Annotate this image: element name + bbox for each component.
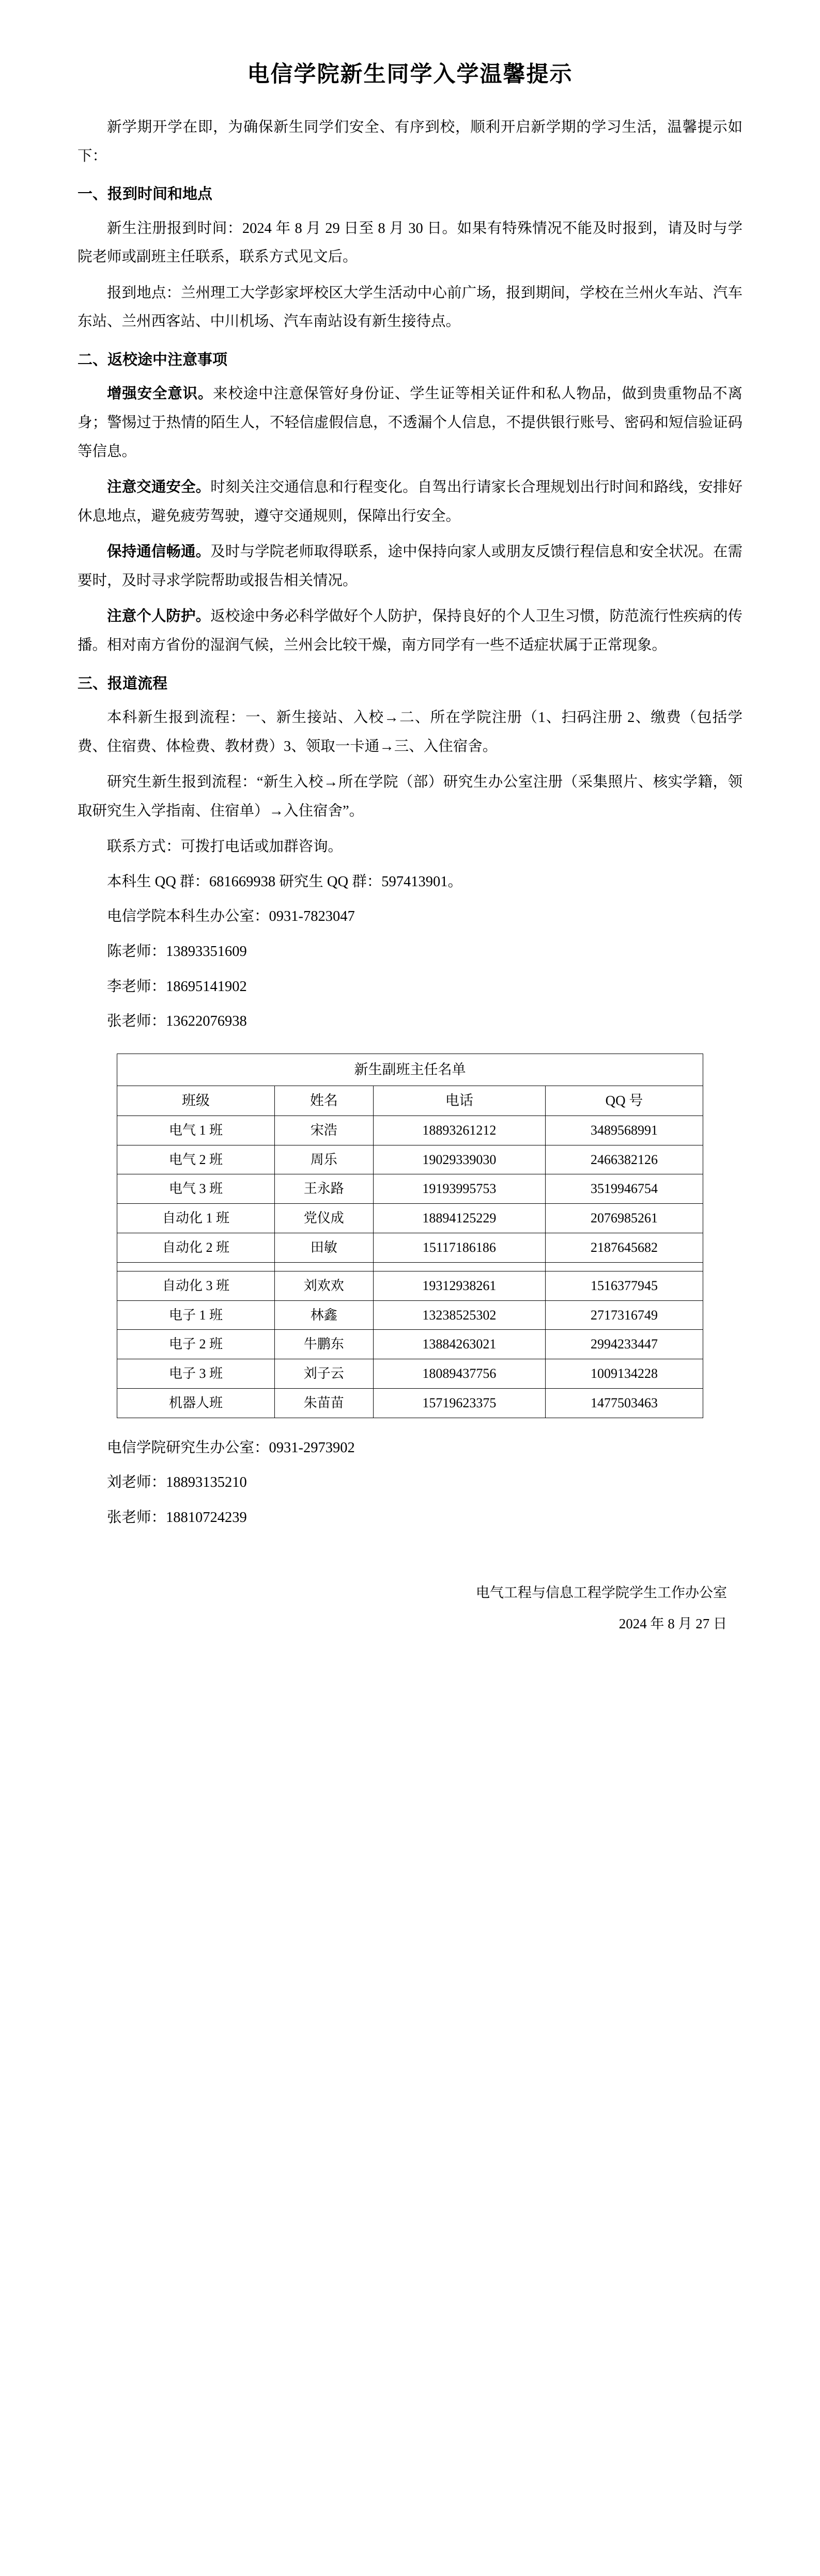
cell-qq: 2466382126: [546, 1145, 703, 1174]
table-caption-row: [117, 1054, 703, 1086]
cell-phone: 19193995753: [373, 1174, 545, 1204]
section-2-paragraph-2: [78, 473, 742, 530]
section-2-text-4: 返校途中务必科学做好个人防护，保持良好的个人卫生习惯，防范流行性疾病的传播。相对南方省份的湿润气候，兰州会比较干燥，南方同学有一些不适症状属于正常现象。: [78, 608, 742, 653]
table-row: [117, 1174, 703, 1204]
roster-table-wrapper: [78, 1054, 742, 1418]
cell-phone: 15117186186: [373, 1233, 545, 1263]
cell-name: 林鑫: [274, 1300, 373, 1330]
table-row: [117, 1389, 703, 1418]
cell-phone: 18089437756: [373, 1359, 545, 1389]
cell-class: 电气 2 班: [117, 1145, 275, 1174]
section-2-lead-3: 保持通信畅通。: [107, 544, 211, 560]
table-row: [117, 1300, 703, 1330]
cell-class: 电气 1 班: [117, 1116, 275, 1145]
cell-class: 电子 1 班: [117, 1300, 275, 1330]
cell-name: 党仪成: [274, 1204, 373, 1233]
section-2-text-3: 及时与学院老师取得联系，途中保持向家人或朋友反馈行程信息和安全状况。在需要时，及时寻求学院帮助或报告相关情况。: [78, 544, 742, 589]
cell-qq: 2187645682: [546, 1233, 703, 1263]
section-2-lead-1: 增强安全意识。: [107, 386, 213, 402]
cell-class: 电子 2 班: [117, 1330, 275, 1359]
contact-way: 联系方式：可拨打电话或加群咨询。: [107, 839, 343, 855]
cell-phone: 18894125229: [373, 1204, 545, 1233]
section-3-paragraph-1: 本科新生报到流程：一、新生接站、入校→二、所在学院注册（1、扫码注册 2、缴费（包括学费、住宿费、体检费、教材费）3、领取一卡通→三、入住宿舍。: [78, 710, 742, 755]
section-1-paragraph-1: 新生注册报到时间：2024 年 8 月 29 日至 8 月 30 日。如果有特殊情况不能及时报到，请及时与学院老师或副班主任联系，联系方式见文后。: [78, 220, 742, 265]
cell-phone: 15719623375: [373, 1389, 545, 1418]
cell-qq: 3489568991: [546, 1116, 703, 1145]
roster-table: [117, 1054, 703, 1418]
cell-phone: 13884263021: [373, 1330, 545, 1359]
table-row: [117, 1116, 703, 1145]
section-1-paragraph-2: 报到地点：兰州理工大学彭家坪校区大学生活动中心前广场，报到期间，学校在兰州火车站、汽车东站、兰州西客站、中川机场、汽车南站设有新生接待点。: [78, 285, 742, 330]
section-2-paragraph-1: [78, 380, 742, 466]
cell-phone: 18893261212: [373, 1116, 545, 1145]
section-3-paragraph-2: 研究生新生报到流程：“新生入校→所在学院（部）研究生办公室注册（采集照片、核实学籍，领取研究生入学指南、住宿单）→入住宿舍”。: [78, 774, 742, 819]
cell-class: 电气 3 班: [117, 1174, 275, 1204]
cell-phone: 13238525302: [373, 1300, 545, 1330]
table-row: [117, 1204, 703, 1233]
section-2-paragraph-4: [78, 602, 742, 659]
cell-phone: 19312938261: [373, 1271, 545, 1300]
cell-name: 刘欢欢: [274, 1271, 373, 1300]
cell-phone: 19029339030: [373, 1145, 545, 1174]
cell-name: 宋浩: [274, 1116, 373, 1145]
cell-name: 牛鹏东: [274, 1330, 373, 1359]
cell-name: 刘子云: [274, 1359, 373, 1389]
contact-grad-teacher-1: 刘老师：18893135210: [107, 1474, 247, 1491]
cell-name: 周乐: [274, 1145, 373, 1174]
page-title: 电信学院新生同学入学温馨提示: [247, 62, 573, 87]
cell-qq: 2717316749: [546, 1300, 703, 1330]
cell-qq: 2076985261: [546, 1204, 703, 1233]
contact-teacher-1: 陈老师：13893351609: [107, 944, 247, 960]
cell-name: 田敏: [274, 1233, 373, 1263]
contact-qq-groups: 本科生 QQ 群：681669938 研究生 QQ 群：597413901。: [107, 873, 462, 890]
contact-grad-teacher-2: 张老师：18810724239: [107, 1509, 247, 1526]
cell-qq: 3519946754: [546, 1174, 703, 1204]
cell-class: 自动化 1 班: [117, 1204, 275, 1233]
contact-undergrad-office: 电信学院本科生办公室：0931-7823047: [107, 908, 355, 925]
footer-date: 2024 年 8 月 27 日: [618, 1615, 727, 1631]
contact-teacher-3: 张老师：13622076938: [107, 1013, 247, 1030]
table-header-row: [117, 1086, 703, 1116]
cell-qq: 1477503463: [546, 1389, 703, 1418]
section-2-paragraph-3: [78, 538, 742, 595]
contact-teacher-2: 李老师：18695141902: [107, 978, 247, 995]
column-header-class: 班级: [117, 1086, 275, 1116]
cell-class: 自动化 2 班: [117, 1233, 275, 1263]
table-row: [117, 1233, 703, 1263]
section-heading-1: 一、报到时间和地点: [78, 186, 213, 203]
cell-name: 朱苗苗: [274, 1389, 373, 1418]
intro-paragraph: 新学期开学在即，为确保新生同学们安全、有序到校，顺利开启新学期的学习生活，温馨提示如下：: [78, 119, 742, 164]
column-header-name: 姓名: [274, 1086, 373, 1116]
section-2-lead-4: 注意个人防护。: [107, 608, 211, 625]
cell-class: 电子 3 班: [117, 1359, 275, 1389]
section-heading-2: 二、返校途中注意事项: [78, 351, 228, 368]
section-2-text-1: 来校途中注意保管好身份证、学生证等相关证件和私人物品，做到贵重物品不离身；警惕过于热情的陌生人，不轻信虚假信息，不透漏个人信息，不提供银行账号、密码和短信验证码等信息。: [78, 386, 742, 460]
table-row: [117, 1145, 703, 1174]
table-gap-row: [117, 1262, 703, 1271]
section-2-text-2: 时刻关注交通信息和行程变化。自驾出行请家长合理规划出行时间和路线，安排好休息地点，避免疲劳驾驶，遵守交通规则，保障出行安全。: [78, 479, 742, 524]
cell-qq: 1009134228: [546, 1359, 703, 1389]
cell-class: 自动化 3 班: [117, 1271, 275, 1300]
document-footer: [78, 1579, 742, 1638]
cell-qq: 1516377945: [546, 1271, 703, 1300]
contact-grad-office: 电信学院研究生办公室：0931-2973902: [107, 1439, 355, 1456]
table-row: [117, 1330, 703, 1359]
section-heading-3: 三、报道流程: [78, 675, 168, 692]
cell-qq: 2994233447: [546, 1330, 703, 1359]
table-caption: 新生副班主任名单: [117, 1054, 703, 1086]
table-row: [117, 1359, 703, 1389]
column-header-phone: 电话: [373, 1086, 545, 1116]
cell-class: 机器人班: [117, 1389, 275, 1418]
table-row: [117, 1271, 703, 1300]
footer-organization: 电气工程与信息工程学院学生工作办公室: [476, 1584, 727, 1600]
cell-name: 王永路: [274, 1174, 373, 1204]
section-2-lead-2: 注意交通安全。: [107, 479, 211, 496]
column-header-qq: QQ 号: [546, 1086, 703, 1116]
